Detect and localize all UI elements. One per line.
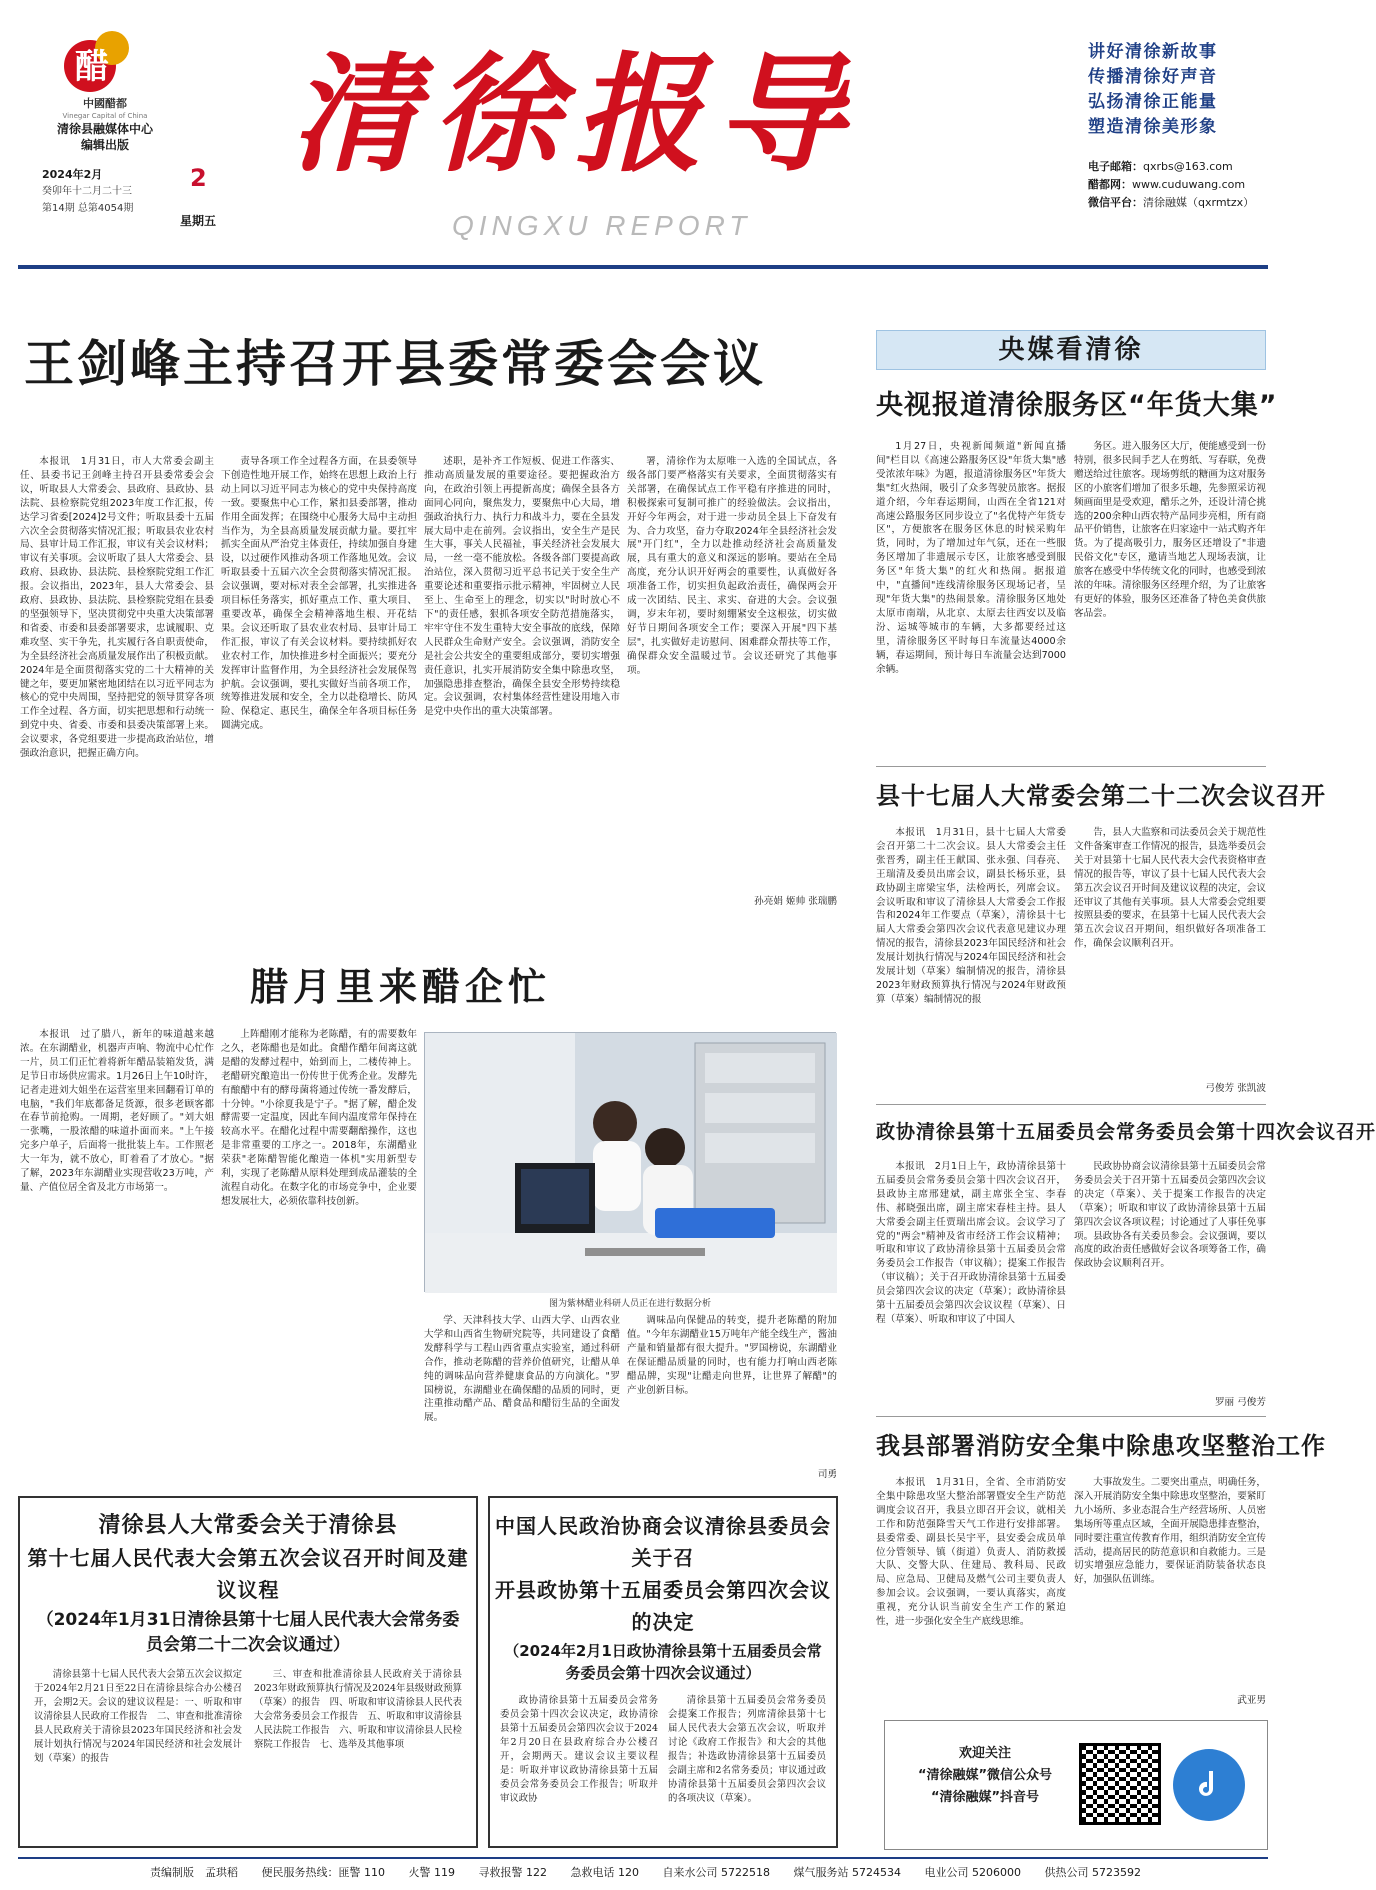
- contact-wechat: 微信平台：清徐融媒（qxrmtzx）: [1088, 196, 1255, 209]
- slogan: 传播清徐好声音: [1088, 67, 1218, 87]
- cudu-logo: [58, 26, 132, 96]
- divider: [876, 766, 1266, 767]
- issue-number: 第14期 总第4054期: [42, 203, 134, 214]
- contact-web: 醋都网：www.cuduwang.com: [1088, 178, 1246, 191]
- follow-label: 欢迎关注: [958, 1746, 1011, 1761]
- main-col-4: 署，清徐作为太原唯一入选的全国试点，各级各部门要严格落实有关要求，全面贯彻落实有关部署，在确保试点工作平稳有序推进的同时，积极探索可复制可推广的经验做法。会议指出，开好今年两会，对于进一步动员全县上下奋发有为、合力攻坚，奋力夺取2024年全县经济社会发展"开门红"，全力以赴推动经济社会高质量发展，具有重大的意义和深远的影响。要站在全局高度，充分认识开好两会的重要性，认真做好各项准备工作，切实担负起政治责任，确保两会开成一次团结、民主、求实、奋进的大会。会议强调，岁末年初，要时刻绷紧安全这根弦，切实做好节日期间各项安全工作；要深入开展"四下基层"，扎实做好走访慰问、困难群众帮扶等工作，确保群众安全温暖过节。会议还研究了其他事项。: [627, 456, 837, 676]
- wechat-label: “清徐融媒”微信公众号: [917, 1768, 1053, 1783]
- npc-headline: 县十七届人大常委会第二十二次会议召开: [876, 782, 1326, 810]
- feature-col-3: 学、天津科技大学、山西大学、山西农业大学和山西省生物研究院等，共同建设了食醋发酵科学与工程山西省重点实验室，通过科研合作，推动老陈醋的营养价值研究，让醋从单纯的调味品向营养健康食品的方向演化。"罗国榜说，东湖醋业在确保醋的品质的同时，更注重推动醋产品、醋食品和醋衍生品的全面发展。: [424, 1315, 620, 1424]
- slogan: 弘扬清徐正能量: [1088, 92, 1218, 112]
- footer-hotline: 煤气服务站 5724534: [793, 1866, 901, 1879]
- fire-col-1: 本报讯 1月31日，全省、全市消防安全集中除患攻坚大整治部署暨安全生产防范调度会议召开，我县立即召开会议，就相关工作和防范强降雪天气工作进行安排部署。县委常委、副县长吴宇平，县安委会成员单位分管领导、镇（街道）负责人、消防救援大队、交警大队、住建局、教科局、民政局、应急局、卫健局及燃气公司主要负责人参加会议。会议强调，一要认真落实，高度重视，充分认识当前安全生产工作的紧迫性，进一步强化安全生产底线思维。: [876, 1477, 1066, 1628]
- feature-signature: 司勇: [817, 1469, 837, 1480]
- footer-editor: 责编制版 孟珙稻: [150, 1866, 238, 1879]
- footer: [150, 1864, 1270, 1880]
- notice-subtitle: （2024年2月1日政协清徐县第十五届委员会常务委员会第十四次会议通过）: [504, 1642, 822, 1682]
- day-number: 2: [190, 164, 207, 192]
- slogan: 塑造清徐美形象: [1088, 117, 1218, 137]
- org-line2: 编辑出版: [80, 138, 129, 152]
- notice-title: 开县政协第十五届委员会第四次会议的决定: [495, 1578, 831, 1634]
- slogan: 讲好清徐新故事: [1088, 42, 1218, 62]
- wechat-qr-code[interactable]: [1079, 1743, 1161, 1825]
- date: 2024年2月: [42, 168, 103, 181]
- cctv-col-2: 务区。进入服务区大厅，便能感受到一份特别，很多民间手艺人在剪纸、写春联，免费赠送给过往旅客。现场剪纸的糖画为这对服务区的小旅客们增加了很多乐趣，先参照采访视频画面里是受欢迎，醋乐之外，还设计清仑挑选的200余种山西农特产品同步亮相，所有商品平价销售，让旅客在归家途中一站式购齐年货。为了提高吸引力，服务区还增设了"非遗民俗文化"专区，邀请当地艺人现场表演，让旅客在感受中华传统文化的同时，也感受到浓浓的年味。清徐服务区经理介绍，为了让旅客有更好的体验，服务区还准备了特色美食供旅客品尝。: [1074, 441, 1266, 619]
- npc-signature: 弓俊芳 张凯波: [1205, 1083, 1266, 1094]
- footer-hotline: 寻救报警 122: [478, 1866, 547, 1879]
- section-tag: 央媒看清徐: [876, 330, 1266, 370]
- douyin-logo-icon[interactable]: [1173, 1749, 1245, 1821]
- feature-headline: 腊月里来醋企忙: [250, 965, 552, 1009]
- npc-col-1: 本报讯 1月31日，县十七届人大常委会召开第二十二次会议。县人大常委会主任张晋秀，副主任王献国、张永强、闫春亮、王瑞清及委员出席会议，副县长杨乐亚，县政协副主席梁宝华，法检两长，列席会议。会议听取和审议了清徐县人大常委会工作报告和2024年工作要点（草案），清徐县十七届人大常委会第四次会议代表意见建议办理情况的报告，清徐县2023年国民经济和社会发展计划执行情况与2024年国民经济和社会发展计划（草案）编制情况的报告，清徐县2023年财政预算执行情况与2024年财政预算（草案）编制情况的报: [876, 827, 1066, 1005]
- feature-photo: [424, 1032, 836, 1292]
- feature-col-1: 本报讯 过了腊八，新年的味道越来越浓。在东湖醋业，机器声声响、物流中心忙作一片，员工们正忙着将新年醋品装箱发货，满足节日市场供应需求。1月26日上午10时许，记者走进刘大姐坐在运营室里来回翻看订单的电脑，"我们年底都备足货源，很多老顾客都在春节前抢购。一周期，老好顾了。"刘大姐一张嘴，一股浓醋的味道扑面而来。"上午接完多户单子，后面将一批批装上车。工作照老大一年为，就不放心，盯着看了才放心。"据了解，2023年东湖醋业实现营收23万吨，产量、产值位居全省及北方市场第一。: [20, 1029, 214, 1193]
- douyin-note-icon: [1189, 1765, 1229, 1805]
- masthead-rule: [18, 265, 1268, 269]
- cppcc-col-2: 民政协协商会议清徐县第十五届委员会常务委员会关于召开第十五届委员会第四次会议的决定（草案）、关于提案工作报告的决定（草案）；听取和审议了政协清徐县第十五届第四次会议各项议程；讨论通过了人事任免事项。县政协各有关委员参会。会议强调，要以高度的政治责任感做好会议各项筹备工作，确保政协会议顺利召开。: [1074, 1161, 1266, 1270]
- cppcc-notice-box: [488, 1496, 838, 1848]
- notice-subtitle: （2024年1月31日清徐县第十七届人民代表大会常务委员会第二十二次会议通过）: [36, 1610, 460, 1655]
- cctv-headline: 央视报道清徐服务区“年货大集”: [876, 390, 1278, 421]
- fire-signature: 武亚男: [1237, 1695, 1266, 1706]
- issue-date: [42, 166, 133, 217]
- main-signature: 孙亮娟 姬帅 张瑞鹏: [754, 896, 837, 907]
- follow-us-box: [884, 1720, 1268, 1850]
- notice-col-2: 清徐县第十五届委员会常务委员会提案工作报告；列席清徐县第十七届人民代表大会第五次会议，听取并讨论《政府工作报告》和大会的其他报告；补选政协清徐县第十五届委员会副主席和2名常务委员；审议通过政协清徐县第十五届委员会第四次会议的各项决议（草案）。: [668, 1695, 826, 1804]
- footer-hotline: 电业公司 5206000: [924, 1866, 1021, 1879]
- feature-col-4: 调味品向保健品的转变，提升老陈醋的附加值。"今年东湖醋业15万吨年产能全线生产，酱油产量和销量都有很大提升。"罗国榜说，东湖醋业在保证醋品质量的同时，也有能力打响山西老陈醋品牌，实现"让醋走向世界，让世界了解醋"的产业创新目标。: [627, 1315, 837, 1396]
- logo-char: 醋: [75, 47, 109, 87]
- footer-hotline: 急救电话 120: [570, 1866, 639, 1879]
- cppcc-headline: 政协清徐县第十五届委员会常务委员会第十四次会议召开: [876, 1121, 1376, 1143]
- brand-name: 中國醋都: [83, 97, 127, 110]
- org-line1: 清徐县融媒体中心: [56, 122, 153, 136]
- newspaper-title: 清徐报导: [290, 40, 859, 190]
- fire-headline: 我县部署消防安全集中除患攻坚整治工作: [876, 1432, 1326, 1460]
- notice-col-1: 政协清徐县第十五届委员会常务委员会第十四次会议决定，政协清徐县第十五届委员会第四次会议于2024年2月20日在县政府综合办公楼召开，会期两天。建议会议主要议程是：听取并审议政协清徐县第十五届委员会常务委员会工作报告；听取并审议政协: [500, 1695, 658, 1804]
- feature-col-2: 上阵醋刚才能称为老陈醋，有的需要数年之久，老陈醋也是如此。食醋作醋年间离这就是醋的发酵过程中，始到而上，二楼传神上。老醋研究酿造出一份传世于优秀企业。发酵先有酿醋中有的酵母菌将通过传统一番发酵后，十分钟。"小徐夏我是宁子。"据了解，醋企发酵需要一定温度，因此车间内温度常年保持在较高水平。在醋化过程中需要翻醅操作，这也是非常重要的工序之一。2018年，东湖醋业荣获"老陈醋智能化酿造一体机"实用新型专利，实现了老陈醋从原料处理到成品灌装的全流程自动化。在数字化的市场竞争中，企业要想发展壮大，必须依靠科技创新。: [221, 1029, 417, 1207]
- divider: [876, 1104, 1266, 1105]
- footer-hotline: 自来水公司 5722518: [662, 1866, 770, 1879]
- weekday: 星期五: [180, 214, 217, 228]
- cctv-col-1: 1月27日，央视新闻频道"新闻直播间"栏目以《高速公路服务区设"年货大集"感受浓浓年味》为题，报道清徐服务区"年货大集"红火热闹，吸引了众多驾驶员旅客。据报道介绍，今年春运期间，山西在全省121对高速公路服务区同步设立了"名优特产年货专区"，方便旅客在服务区休息的时候采购年货，同时，为了增加过年气氛，还在一些服务区增加了非遗展示专区，让旅客感受到服务区"年货大集"的红火和热闹。据报道中，"直播间"连线清徐服务区现场记者，呈现"年货大集"的热闹景象。清徐服务区地处太原市南端，从北京、太原去往西安以及临汾、运城等城市的车辆，大多都要经过这里，清徐服务区平时每日车流量达4000余辆，春运期间，预计每日车流量会达到7000余辆。: [876, 441, 1066, 675]
- slogans: [1088, 40, 1278, 140]
- notice-col-1: 清徐县第十七届人民代表大会第五次会议拟定于2024年2月21日至22日在清徐县综合办公楼召开，会期2天。会议的建议议程是：一、听取和审议清徐县人民政府工作报告 二、审查和批准清徐县人民政府关于清徐县2023年国民经济和社会发展计划执行情况与2024年国民经济和社会发展计划（草案）的报告: [34, 1669, 242, 1764]
- notice-title: 清徐县人大常委会关于清徐县: [98, 1513, 398, 1538]
- email-link[interactable]: qxrbs@163.com: [1143, 160, 1233, 173]
- main-col-1: 本报讯 1月31日，市人大常委会副主任、县委书记王剑峰主持召开县委常委会会议，听取县人大常委会、县政府、县政协、县法院、县检察院党组2023年度工作汇报，传达学习省委[2024]2号文件；听取县委十五届六次全会贯彻落实情况汇报；听取县农业农村局、县审计局工作汇报，审议有关会议材料；审议有关事项。会议听取了县人大常委会、县政府、县政协、县法院、县检察院党组工作汇报。会议指出，2023年，县人大常委会、县政府、县政协、县法院、县检察院党组在县委的坚强领导下，坚决贯彻党中央重大决策部署和省委、市委和县委部署要求，忠诚履职、克难攻坚、实干争先，扎实履行各自职责使命，为全县经济社会高质量发展作出了积极贡献。2024年是全面贯彻落实党的二十大精神的关键之年，要更加紧密地团结在以习近平同志为核心的党中央周围，坚持把党的领导贯穿各项工作全过程、各方面，切实把思想和行动统一到党中央、省委、市委和县委决策部署上来。会议要求，各党组要进一步提高政治站位，增强政治意识，把握正确方向。: [20, 456, 214, 760]
- divider: [876, 1416, 1266, 1417]
- cppcc-col-1: 本报讯 2月1日上午，政协清徐县第十五届委员会常务委员会第十四次会议召开，县政协主席邢建斌，副主席张全宝、李春伟、郝晓强出席，副主席宋春桂主持。县人大常委会副主任贾瑞出席会议。会议学习了党的"两会"精神及省市经济工作会议精神；听取和审议了政协清徐县第十五届委员会常务委员会工作报告（审议稿）；提案工作报告（审议稿）；关于召开政协清徐县第十五届委员会第四次会议的决定（草案）；政协清徐县第十五届委员会第四次会议议程（草案）、日程（草案）、听取和审议了中国人: [876, 1161, 1066, 1325]
- website-link[interactable]: www.cuduwang.com: [1132, 178, 1246, 191]
- notice-title: 第十七届人民代表大会第五次会议召开时间及建议议程: [27, 1546, 469, 1602]
- photo-caption: 图为紫林醋业科研人员正在进行数据分析: [548, 1299, 711, 1309]
- main-headline: 王剑峰主持召开县委常委会会议: [24, 335, 766, 393]
- notice-title: 中国人民政治协商会议清徐县委员会关于召: [495, 1514, 831, 1570]
- footer-hotline: 便民服务热线：匪警 110: [261, 1866, 385, 1879]
- npc-col-2: 告，县人大监察和司法委员会关于规范性文件备案审查工作情况的报告，县选举委员会关于对县第十七届人民代表大会代表资格审查情况的报告等，审议了县十七届人民代表大会第五次会议召开时间及建议议程的决定，会议还审议了其他有关事项。县人大常委会党组要按照县委的要求，在县第十七届人民代表大会第五次会议召开期间，组织做好各项准备工作，确保会议顺利召开。: [1074, 827, 1266, 950]
- brand-sub: Vinegar Capital of China: [62, 112, 148, 120]
- notice-col-2: 三、审查和批准清徐县人民政府关于清徐县2023年财政预算执行情况及2024年县级财政预算（草案）的报告 四、听取和审议清徐县人民代表大会常务委员会工作报告 五、听取和审议清徐县人民法院工作报告 六、听取和审议清徐县人民检察院工作报告 七、选举及其他事项: [254, 1669, 462, 1750]
- cppcc-signature: 罗丽 弓俊芳: [1214, 1397, 1266, 1408]
- main-col-2: 责导各项工作全过程各方面，在县委领导下创造性地开展工作，始终在思想上政治上行动上同以习近平同志为核心的党中央保持高度一致。要聚焦中心工作，紧扣县委部署，推动作用全面发挥；在围绕中心服务大局中主动担当作为，为全县高质量发展贡献力量。要扛牢抓实全面从严治党主体责任，持续加强自身建设，以过硬作风推动各项工作落地见效。会议听取县委十五届六次全会贯彻落实情况汇报。会议强调，要对标对表全会部署，扎实推进各项目标任务落实，抓好重点工作、重大项目、重要改革，确保全会精神落地生根、开花结果。会议还听取了县农业农村局、县审计局工作汇报，审议了有关会议材料。要持续抓好农业农村工作，加快推进乡村全面振兴；要充分发挥审计监督作用，为全县经济社会发展保驾护航。会议强调，要扎实做好当前各项工作，统筹推进发展和安全，全力以赴稳增长、防风险、保稳定、惠民生，确保全年各项目标任务圆满完成。: [221, 456, 417, 732]
- main-col-3: 述职，是补齐工作短板、促进工作落实、推动高质量发展的重要途径。要把握政治方向，在政治引领上再提新高度；确保全县各方面同心同向，聚焦发力，要聚焦中心大局，增强政治执行力、执行力和战斗力，要在全县发展大局中走在前列。会议指出，安全生产是民生大事，事关人民福祉，事关经济社会发展大局，一丝一毫不能放松。各级各部门要提高政治站位，深入贯彻习近平总书记关于安全生产重要论述和重要指示批示精神，牢固树立人民至上、生命至上的理念，切实以"时时放心不下"的责任感，狠抓各项安全防范措施落实，牢牢守住不发生重特大安全事故的底线，保障人民群众生命财产安全。会议强调，消防安全是社会公共安全的重要组成部分，要切实增强责任意识，扎实开展消防安全集中除患攻坚，加强隐患排查整治，确保全县安全形势持续稳定。会议强调，农村集体经营性建设用地入市是党中央作出的重大决策部署。: [424, 456, 620, 718]
- masthead-left: [30, 96, 180, 153]
- douyin-label: “清徐融媒”抖音号: [930, 1790, 1040, 1805]
- contact-email: 电子邮箱：qxrbs@163.com: [1088, 160, 1233, 173]
- npc-notice-box: [18, 1496, 478, 1848]
- fire-col-2: 大事故发生。二要突出重点，明确任务，深入开展消防安全集中除患攻坚整治，要紧盯九小场所、多业态混合生产经营场所、人员密集场所等重点区域，全面开展隐患排查整治，同时要注重宣传教育作用，组织消防安全宣传活动，提高居民的防范意识和自救能力。三是切实增强应急能力，要保证消防装备状态良好，加强队伍训练。: [1074, 1477, 1266, 1586]
- footer-rule: [18, 1857, 1268, 1859]
- lunar-date: 癸卯年十二月二十三: [42, 186, 132, 197]
- contacts: [1088, 158, 1283, 212]
- newspaper-title-en: QINGXU REPORT: [452, 210, 752, 241]
- footer-hotline: 供热公司 5723592: [1044, 1866, 1141, 1879]
- footer-hotline: 火警 119: [408, 1866, 455, 1879]
- lab-scene-image: [425, 1033, 837, 1293]
